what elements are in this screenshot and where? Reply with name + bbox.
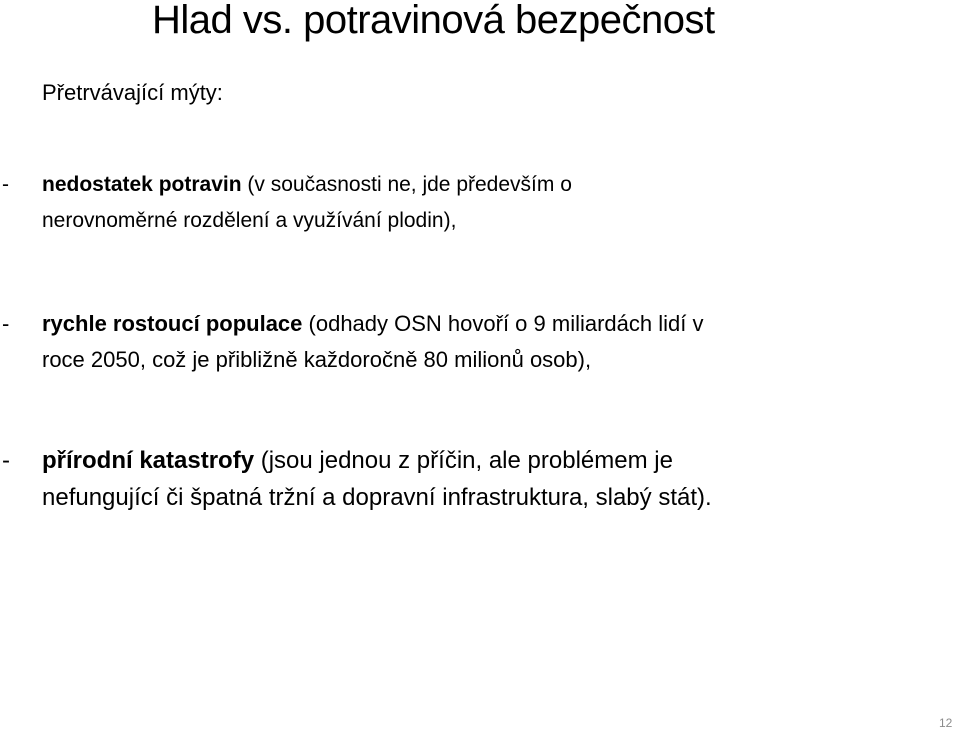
bullet-food-shortage [0, 167, 950, 239]
bullet-line [0, 306, 950, 342]
bullet-natural-disasters [0, 442, 950, 516]
bullet-keyword: přírodní katastrofy [42, 447, 255, 474]
bullet-text: (jsou jednou z příčin, ale problémem je [254, 447, 673, 474]
bullet-continuation: roce 2050, což je přibližně každoročně 80 milionů osob), [42, 347, 592, 372]
bullet-continuation: nerovnoměrné rozdělení a využívání plodin), [42, 209, 457, 232]
bullet-text: (v současnosti ne, jde především o [241, 173, 572, 196]
page-number: 12 [939, 716, 953, 730]
bullet-keyword: rychle rostoucí populace [42, 311, 303, 336]
subtitle: Přetrvávající mýty: [42, 80, 223, 105]
bullet-dash: - [2, 447, 10, 474]
bullet-line [0, 442, 950, 479]
bullet-continuation: nefungující či špatná tržní a dopravní infrastruktura, slabý stát). [42, 484, 712, 511]
bullet-population-growth [0, 306, 950, 378]
bullet-dash: - [2, 311, 10, 336]
bullet-text: (odhady OSN hovoří o 9 miliardách lidí v [302, 311, 704, 336]
bullet-keyword: nedostatek potravin [42, 173, 242, 196]
bullet-dash: - [2, 173, 9, 196]
bullet-line [0, 167, 950, 203]
slide-title: Hlad vs. potravinová bezpečnost [152, 0, 715, 42]
